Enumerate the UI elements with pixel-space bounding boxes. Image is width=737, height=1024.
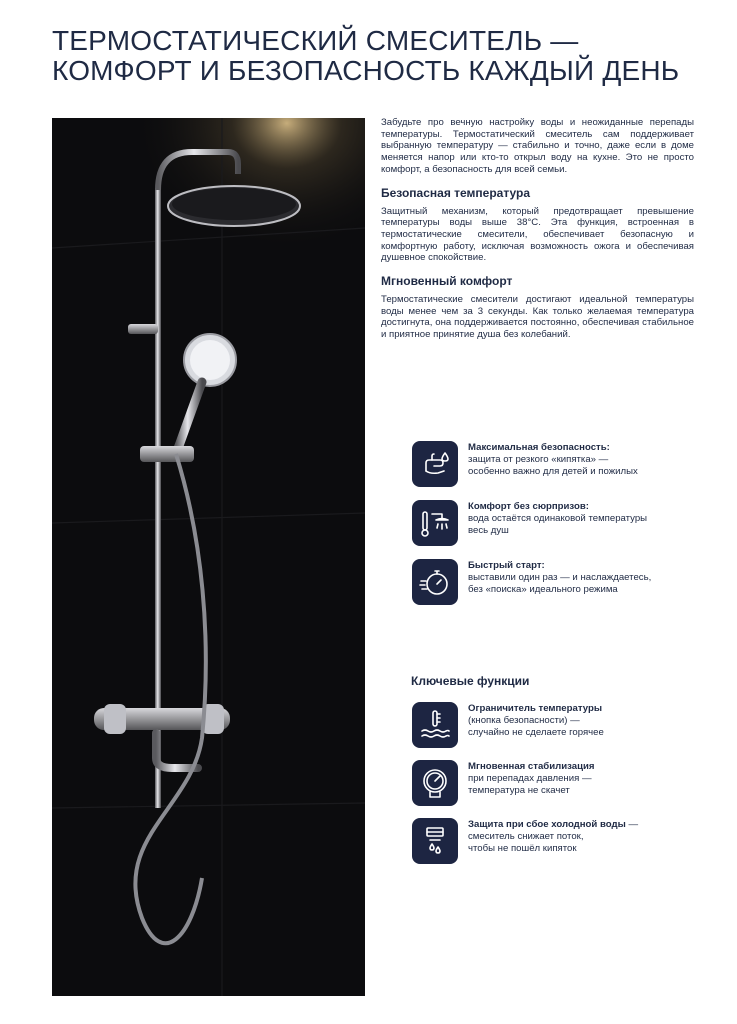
benefit-item: [412, 500, 712, 546]
benefit-text: [468, 560, 718, 596]
key-function-desc-line: случайно не сделаете горячее: [468, 727, 604, 738]
cold-water-faucet-icon: [412, 818, 458, 864]
shower-system-illustration: [52, 118, 365, 996]
thermometer-waves-icon: [412, 702, 458, 748]
benefit-title: Быстрый старт:: [468, 560, 545, 571]
benefit-text: [468, 501, 718, 537]
key-function-desc-line: чтобы не пошёл кипяток: [468, 843, 577, 854]
section-heading-safe-temp: Безопасная температура: [381, 185, 531, 200]
key-function-title: Защита при сбое холодной воды: [468, 819, 626, 830]
benefit-desc-line: выставили один раз — и наслаждаетесь,: [468, 572, 652, 583]
benefit-desc-line: вода остаётся одинаковой температуры: [468, 513, 648, 524]
benefit-desc-line: весь душ: [468, 525, 509, 536]
key-functions-title: Ключевые функции: [411, 674, 530, 688]
key-function-desc-line: (кнопка безопасности) —: [468, 715, 580, 726]
key-function-item: [412, 760, 712, 806]
benefit-item: [412, 559, 712, 605]
key-function-text: [468, 703, 718, 739]
intro-paragraph: Забудьте про вечную настройку воды и неожиданные перепады температуры. Термостатический смеситель сам поддерживает выбранную температуру — стабильно и точно, даже если в доме меняется напор или кто-то открыл воду на кухне. Это не просто комфорт, а безопасность для всей семьи.: [381, 117, 694, 175]
key-function-item: [412, 818, 712, 864]
key-function-desc-line: смеситель снижает поток,: [468, 831, 584, 842]
section-text-safe-temp: Защитный механизм, который предотвращает превышение температуры воды выше 38°C. Эта функция, встроенная в термостатические смесители, обеспечивает безопасную и комфортную работу, исключая возможность ожога и обеспечивая душевное спокойствие.: [381, 205, 694, 264]
key-function-title: Мгновенная стабилизация: [468, 761, 595, 772]
pressure-gauge-icon: [412, 760, 458, 806]
key-function-text: [468, 761, 718, 797]
benefit-desc-line: защита от резкого «кипятка» —: [468, 454, 609, 465]
stopwatch-icon: [412, 559, 458, 605]
benefit-text: [468, 442, 718, 478]
benefit-desc-line: особенно важно для детей и пожилых: [468, 466, 638, 477]
benefit-item: [412, 441, 712, 487]
section-text-instant-comfort: Термостатические смесители достигают идеальной температуры воды менее чем за 3 секунды. Как только желаемая температура достигнута, она поддерживается постоянно, обеспечивая стабильное и приятное принятие душа без колебаний.: [381, 294, 694, 341]
key-function-desc-line: температура не скачет: [468, 785, 570, 796]
key-function-title: Ограничитель температуры: [468, 703, 603, 714]
shower-photo: [52, 118, 365, 996]
key-function-item: [412, 702, 712, 748]
section-heading-instant-comfort: Мгновенный комфорт: [381, 274, 513, 289]
text-column: [381, 117, 694, 341]
title-line-2: КОМФОРТ И БЕЗОПАСНОСТЬ КАЖДЫЙ ДЕНЬ: [52, 55, 680, 86]
key-function-desc-line: при перепадах давления —: [468, 773, 592, 784]
shower-thermometer-icon: [412, 500, 458, 546]
benefit-desc-line: без «поиска» идеального режима: [468, 584, 618, 595]
benefit-title: Комфорт без сюрпризов:: [468, 501, 589, 512]
key-function-title-suffix: —: [625, 819, 639, 830]
hand-drop-icon: [412, 441, 458, 487]
title-line-1: ТЕРМОСТАТИЧЕСКИЙ СМЕСИТЕЛЬ —: [52, 25, 579, 56]
page-title: [52, 26, 712, 86]
key-function-text: [468, 819, 718, 855]
benefit-title: Максимальная безопасность:: [468, 442, 610, 453]
